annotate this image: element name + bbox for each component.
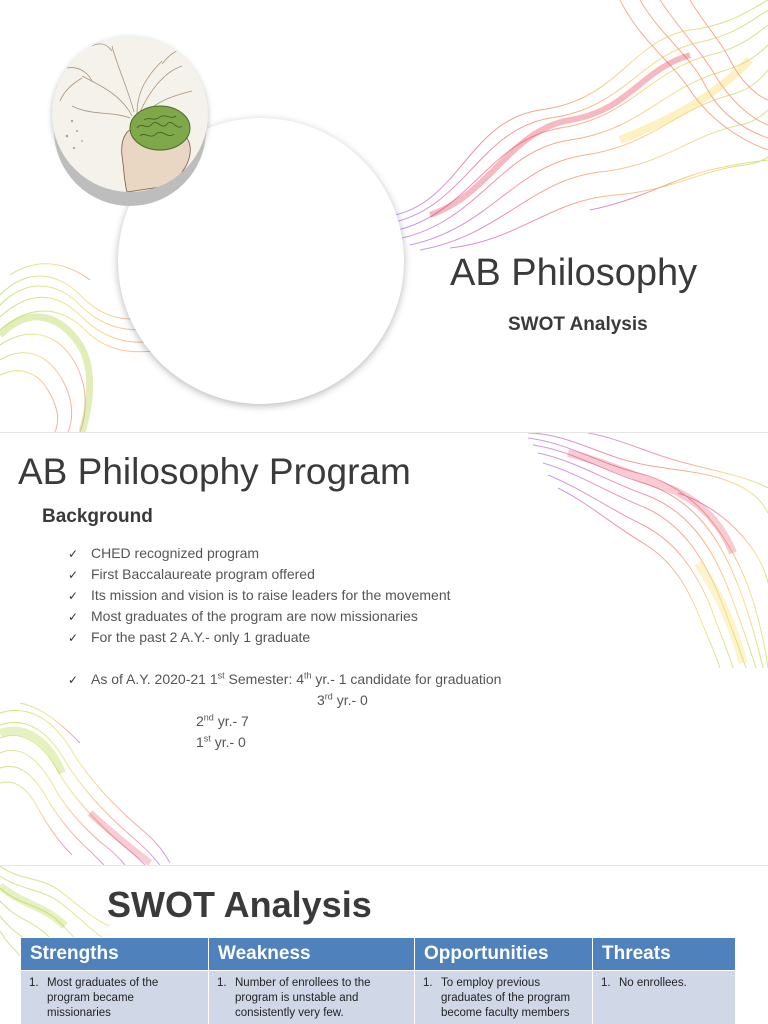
rainbow-smoke-decoration-bottom-left [0,703,170,865]
brain-tree-image [52,36,208,192]
rainbow-smoke-decoration-right [528,433,768,668]
year-level-count: 1st yr.- 0 [196,733,246,750]
list-item: ✓ First Baccalaureate program offered [68,564,451,585]
section-heading: Background [42,506,153,527]
header-opportunities: Opportunities [415,938,593,971]
header-weakness: Weakness [209,938,415,971]
threats-cell: 1. No enrollees. [593,971,736,1024]
check-icon: ✓ [68,631,79,645]
year-level-count: 2nd yr.- 7 [196,712,249,729]
year-level-count: 3rd yr.- 0 [317,691,368,708]
strengths-cell: 1. Most graduates of the program became missionaries [21,971,209,1024]
list-item: ✓ For the past 2 A.Y.- only 1 graduate [68,627,451,648]
enrollment-status-line: ✓ As of A.Y. 2020-21 1st Semester: 4th yr.- 1 candidate for graduation [68,669,501,691]
check-icon: ✓ [68,547,79,561]
slide-title: SWOT Analysis [107,884,372,925]
table-row [21,971,736,1024]
list-item: ✓ Most graduates of the program are now missionaries [68,606,451,627]
header-threats: Threats [593,938,736,971]
swot-table [20,937,736,1024]
background-slide [0,433,768,865]
opportunities-cell: 1. To employ previous graduates of the program become faculty members [415,971,593,1024]
list-item: ✓ Its mission and vision is to raise leaders for the movement [68,585,451,606]
header-strengths: Strengths [21,938,209,971]
title-slide [0,0,768,432]
background-bullet-list [68,543,451,648]
slide-title: AB Philosophy [450,252,698,294]
swot-slide [0,866,768,1024]
table-header-row [21,938,736,971]
weakness-cell: 1. Number of enrollees to the program is unstable and consistently very few. [209,971,415,1024]
rainbow-smoke-decoration-top-right [390,0,768,260]
list-item: ✓ CHED recognized program [68,543,451,564]
check-icon: ✓ [68,610,79,624]
check-icon: ✓ [68,568,79,582]
check-icon: ✓ [68,589,79,603]
brain-tree-illustration-icon [52,36,208,192]
slide-title: AB Philosophy Program [18,451,411,492]
check-icon: ✓ [68,673,79,687]
slide-subtitle: SWOT Analysis [508,314,648,335]
